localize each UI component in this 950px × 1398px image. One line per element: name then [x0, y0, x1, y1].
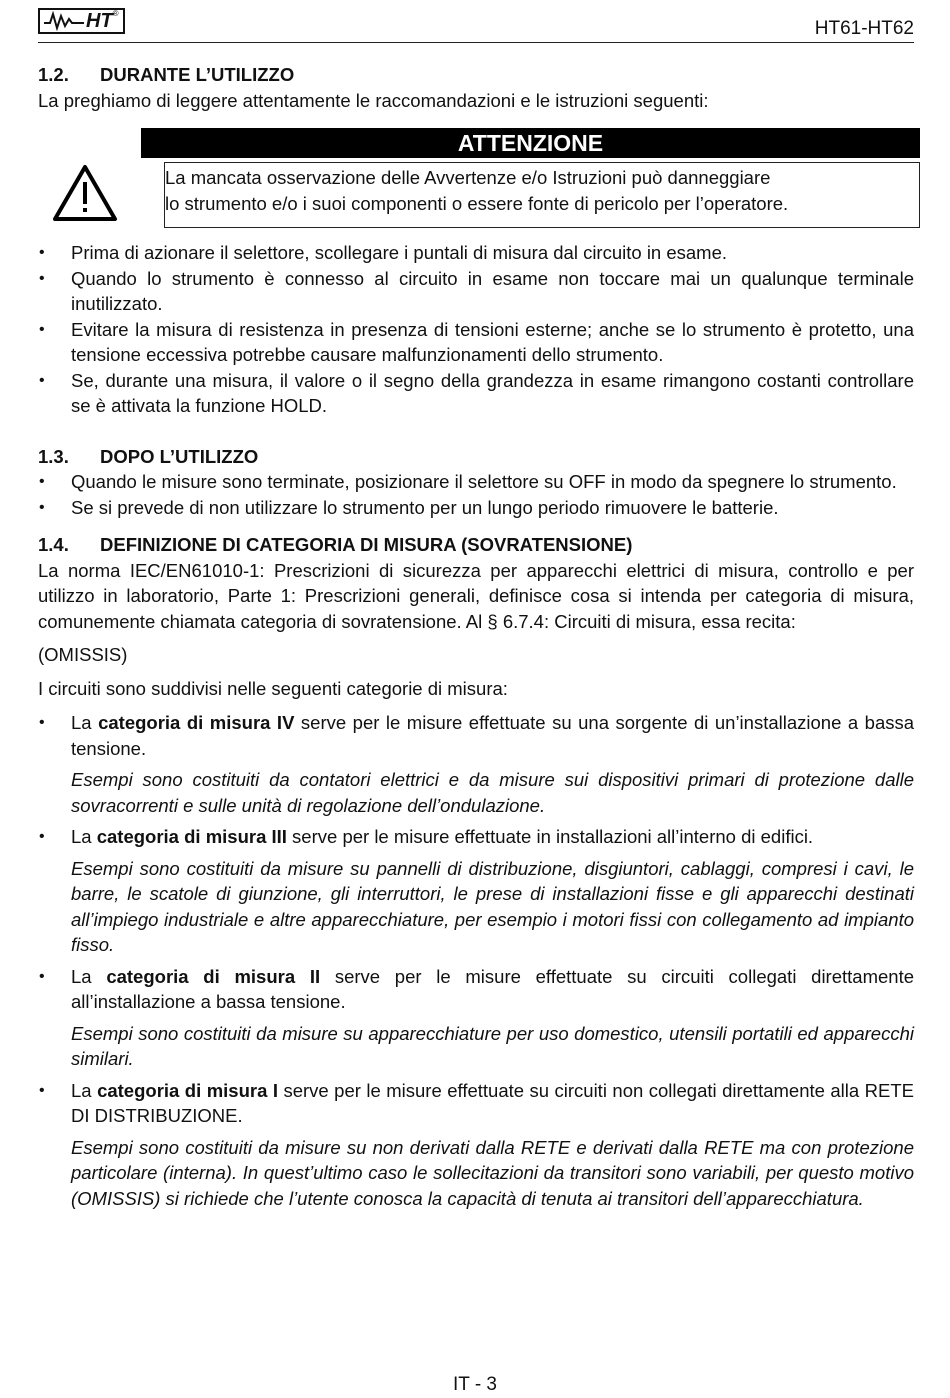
- page-number: IT - 3: [453, 1374, 497, 1395]
- section-number: 1.3.: [38, 445, 69, 467]
- list-item: • Se si prevede di non utilizzare lo strumento per un lungo periodo rimuovere le batterie.: [38, 495, 914, 521]
- waveform-icon: [44, 11, 84, 31]
- warning-line: La mancata osservazione delle Avvertenze e/o Istruzioni può danneggiare: [165, 167, 771, 188]
- warning-triangle-icon: [52, 164, 118, 222]
- category-example: Esempi sono costituiti da misure su apparecchiature per uso domestico, utensili portatili ed apparecchi similari.: [71, 1022, 914, 1069]
- section-number: 1.4.: [38, 534, 69, 555]
- section-title-1-2: [38, 62, 914, 88]
- text: serve per le misure effettuate in installazioni all’interno di edifici.: [286, 826, 814, 847]
- category-name: categoria di misura I: [97, 1079, 278, 1101]
- text: serve per le misure effettuate su una sorgente di un’installazione a bassa tensione.: [71, 712, 915, 759]
- categories-list: [38, 964, 914, 1015]
- categories-intro: I circuiti sono suddivisi nelle seguenti categorie di misura:: [38, 677, 508, 699]
- text: La: [71, 712, 99, 733]
- text: serve per le misure effettuate su circuiti non collegati direttamente alla RETE DI DISTRIBUZIONE.: [71, 1079, 915, 1126]
- page-content: [38, 62, 914, 1211]
- category-name: categoria di misura II: [106, 965, 321, 987]
- list-item: • Quando le misure sono terminate, posizionare il selettore su OFF in modo da spegnere lo strumento.: [38, 469, 914, 495]
- category-example: Esempi sono costituiti da contatori elettrici e da misure sui dispositivi primari di protezione dalle sovracorrenti e sulle unità di regolazione dell’ondulazione.: [71, 769, 914, 816]
- model-name: HT61-HT62: [814, 18, 914, 39]
- list-item: • Se, durante una misura, il valore o il segno della grandezza in esame rimangono costanti controllare se è attivata la funzione HOLD.: [38, 368, 914, 419]
- warning-title: ATTENZIONE: [141, 128, 920, 158]
- category-example: Esempi sono costituiti da misure su pannelli di distribuzione, disgiuntori, cablaggi, compresi i cavi, le barre, le scatole di giunzione, gli interruttori, le prese di installazioni fisse e gli apparecchi destinati all’impiego industriale e altre apparecchiature, per esempio i motori fissi con collegamento ad impianto fisso.: [71, 857, 914, 955]
- ht-logo: [38, 8, 125, 34]
- categories-list: [38, 1078, 914, 1129]
- text: La: [71, 1079, 98, 1101]
- precautions-list: [38, 240, 914, 419]
- list-item: • Evitare la misura di resistenza in presenza di tensioni esterne; anche se lo strumento è protetto, una tensione eccessiva potrebbe causare malfunzionamenti dello strumento.: [38, 317, 914, 368]
- text: serve per le misure effettuate su circuiti collegati direttamente all’installazione a bassa tensione.: [71, 965, 914, 1012]
- omissis-text: (OMISSIS): [38, 644, 128, 665]
- categories-list: [38, 824, 914, 850]
- section-heading: DEFINIZIONE DI CATEGORIA DI MISURA (SOVRATENSIONE): [100, 534, 633, 555]
- warning-block: [38, 128, 914, 228]
- logo-mark: [38, 8, 125, 34]
- category-example: Esempi sono costituiti da misure su non derivati dalla RETE e derivati dalla RETE ma con protezione particolare (interna). In quest’ultimo caso le sollecitazioni da transitori sono variabili, per questo motivo (OMISSIS) si richiede che l’utente conosca la capacità di tenuta ai transitori dell’apparecchiatura.: [71, 1136, 914, 1209]
- registered-mark: ®: [112, 8, 119, 18]
- section-heading: DOPO L’UTILIZZO: [100, 445, 259, 467]
- category-name: categoria di misura III: [96, 826, 287, 847]
- warning-line: lo strumento e/o i suoi componenti o essere fonte di pericolo per l’operatore.: [165, 192, 789, 214]
- text: La: [71, 965, 107, 987]
- section-heading: DURANTE L’UTILIZZO: [100, 64, 295, 85]
- section-title-1-4: [38, 532, 914, 558]
- category-name: categoria di misura IV: [98, 712, 295, 733]
- section-intro: La preghiamo di leggere attentamente le raccomandazioni e le istruzioni seguenti:: [38, 89, 709, 111]
- section-title-1-3: [38, 444, 914, 470]
- norm-paragraph: La norma IEC/EN61010-1: Prescrizioni di sicurezza per apparecchi elettrici di misura, controllo e per utilizzo in laboratorio, Parte 1: Prescrizioni generali, definisce cosa si intenda per categoria di misura, comunemente chiamata categoria di sovratensione. Al § 6.7.4: Circuiti di misura, essa recita:: [38, 559, 914, 632]
- page-header: [38, 4, 914, 43]
- category-item: [38, 824, 914, 850]
- section-number: 1.2.: [38, 64, 69, 85]
- category-item: [38, 964, 914, 1015]
- category-item: [38, 1078, 914, 1129]
- list-item: • Prima di azionare il selettore, scollegare i puntali di misura dal circuito in esame.: [38, 240, 914, 266]
- categories-list: [38, 710, 914, 761]
- category-item: [38, 710, 914, 761]
- list-item: • Quando lo strumento è connesso al circuito in esame non toccare mai un qualunque terminale inutilizzato.: [38, 266, 914, 317]
- text: La: [71, 826, 97, 847]
- logo-text: HT: [86, 9, 113, 32]
- warning-text-box: [164, 162, 920, 228]
- after-use-list: [38, 469, 914, 520]
